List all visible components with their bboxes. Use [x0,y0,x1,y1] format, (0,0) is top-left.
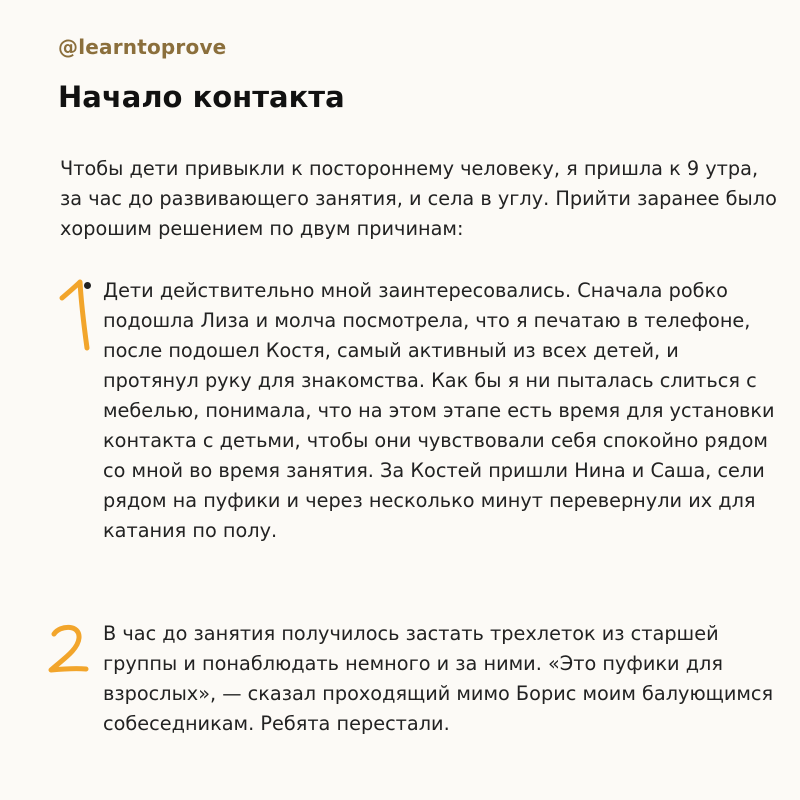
list-item-1-text: Дети действительно мной заинтересовались. Сначала робко подошла Лиза и молча посмотрела, что я печатаю в телефоне, после подошел Костя, самый активный из всех детей, и протянул руку для знакомства. Как бы я ни пыталась слиться с мебелью, понимала, что на этом этапе есть время для установки контакта с детьми, чтобы они чувствовали себя спокойно рядом со мной во время занятия. За Костей пришли Нина и Саша, сели рядом на пуфики и через несколько минут перевернули их для катания по полу. [103,279,775,542]
bullet-dot [84,282,91,289]
number-two-handwritten [46,622,90,678]
list-item-2-text: В час до занятия получилось застать трехлеток из старшей группы и понаблюдать немного и за ними. «Это пуфики для взрослых», — сказал проходящий мимо Борис моим балующимся собеседникам. Ребята перестали. [103,622,774,735]
number-one-handwritten [56,276,96,356]
account-handle: @learntoprove [58,35,227,59]
page-title: Начало контакта [58,80,345,114]
intro-paragraph: Чтобы дети привыкли к постороннему человеку, я пришла к 9 утра, за час до развивающего занятия, и села в углу. Прийти заранее было хорошим решением по двум причинам: [60,157,777,240]
